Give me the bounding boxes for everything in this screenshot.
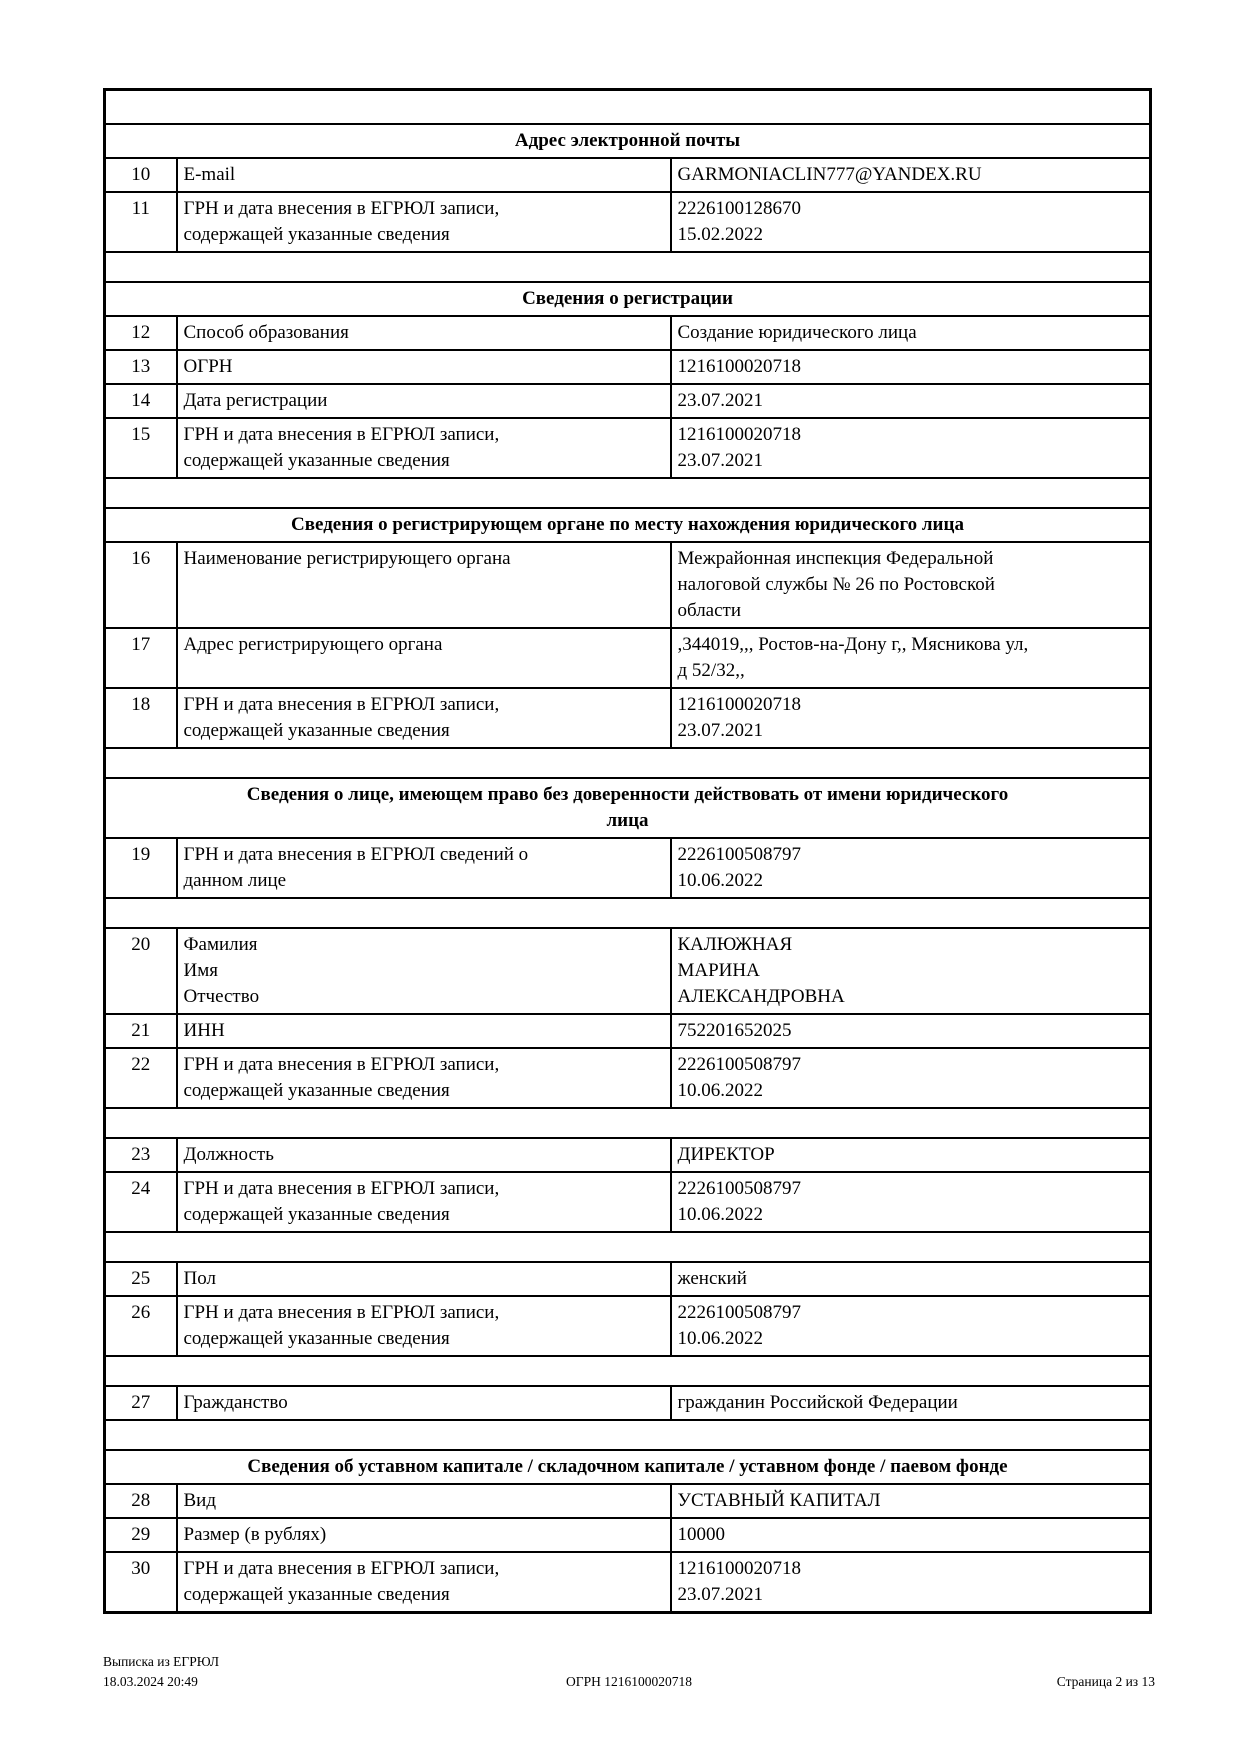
row-label (177, 542, 671, 628)
text-line: Межрайонная инспекция Федеральной (677, 547, 994, 569)
text-line: ГРН и дата внесения в ЕГРЮЛ записи, (183, 1053, 500, 1075)
table-row (105, 1172, 1151, 1232)
text-line: E-mail (183, 163, 236, 185)
text-line: гражданин Российской Федерации (677, 1391, 958, 1413)
row-value (671, 350, 1151, 384)
row-value (671, 928, 1151, 1014)
row-label (177, 1048, 671, 1108)
row-number: 13 (105, 350, 177, 384)
row-label (177, 1296, 671, 1356)
text-line: 10.06.2022 (677, 1327, 763, 1349)
row-value (671, 1296, 1151, 1356)
text-line: содержащей указанные сведения (183, 1327, 450, 1349)
spacer-row (105, 1420, 1151, 1450)
spacer-row (105, 478, 1151, 508)
row-label (177, 928, 671, 1014)
spacer-cell (105, 748, 1151, 778)
table-row (105, 1138, 1151, 1172)
row-label (177, 1518, 671, 1552)
row-value (671, 1172, 1151, 1232)
table-row (105, 192, 1151, 252)
text-line: 23.07.2021 (677, 1583, 763, 1605)
row-number: 17 (105, 628, 177, 688)
text-line: лица (606, 809, 649, 831)
table-row (105, 1386, 1151, 1420)
row-label (177, 1386, 671, 1420)
text-line: GARMONIACLIN777@YANDEX.RU (677, 163, 982, 185)
row-value (671, 628, 1151, 688)
row-value (671, 1048, 1151, 1108)
row-label (177, 1484, 671, 1518)
text-line: 1216100020718 (677, 355, 801, 377)
text-line: ГРН и дата внесения в ЕГРЮЛ записи, (183, 197, 500, 219)
row-label (177, 628, 671, 688)
spacer-cell (105, 90, 1151, 124)
row-number: 23 (105, 1138, 177, 1172)
row-value (671, 192, 1151, 252)
text-line: ГРН и дата внесения в ЕГРЮЛ сведений о (183, 843, 529, 865)
text-line: д 52/32,, (677, 659, 745, 681)
text-line: 2226100508797 (677, 1177, 801, 1199)
text-line: содержащей указанные сведения (183, 449, 450, 471)
text-line: 23.07.2021 (677, 449, 763, 471)
spacer-row (105, 1232, 1151, 1262)
text-line: Сведения о регистрирующем органе по месту нахождения юридического лица (291, 513, 964, 535)
text-line: Способ образования (183, 321, 349, 343)
spacer-cell (105, 898, 1151, 928)
row-label (177, 1262, 671, 1296)
text-line: содержащей указанные сведения (183, 1203, 450, 1225)
row-label (177, 838, 671, 898)
text-line: женский (677, 1267, 747, 1289)
row-label (177, 688, 671, 748)
table-row (105, 838, 1151, 898)
row-value (671, 1014, 1151, 1048)
text-line: содержащей указанные сведения (183, 719, 450, 741)
text-line: 10.06.2022 (677, 1079, 763, 1101)
row-value (671, 418, 1151, 478)
text-line: Отчество (183, 985, 260, 1007)
text-line: данном лице (183, 869, 287, 891)
text-line: содержащей указанные сведения (183, 1079, 450, 1101)
table-row (105, 1518, 1151, 1552)
text-line: 10.06.2022 (677, 1203, 763, 1225)
row-value (671, 1138, 1151, 1172)
row-number: 21 (105, 1014, 177, 1048)
text-line: ГРН и дата внесения в ЕГРЮЛ записи, (183, 1301, 500, 1323)
text-line: Адрес регистрирующего органа (183, 633, 443, 655)
text-line: УСТАВНЫЙ КАПИТАЛ (677, 1489, 881, 1511)
egrul-table (103, 88, 1152, 1614)
text-line: Имя (183, 959, 218, 981)
text-line: 2226100508797 (677, 843, 801, 865)
text-line: 10000 (677, 1523, 725, 1545)
row-number: 16 (105, 542, 177, 628)
row-value (671, 838, 1151, 898)
table-row (105, 1262, 1151, 1296)
text-line: Пол (183, 1267, 216, 1289)
row-number: 19 (105, 838, 177, 898)
row-label (177, 384, 671, 418)
row-number: 25 (105, 1262, 177, 1296)
row-label (177, 1172, 671, 1232)
text-line: Должность (183, 1143, 274, 1165)
row-value (671, 1262, 1151, 1296)
footer-page-number: Страница 2 из 13 (1056, 1674, 1155, 1689)
text-line: Сведения о лице, имеющем право без доверенности действовать от имени юридического (246, 783, 1009, 805)
row-value (671, 1386, 1151, 1420)
footer-ogrn: ОГРН 1216100020718 (566, 1674, 692, 1689)
row-number: 14 (105, 384, 177, 418)
row-number: 20 (105, 928, 177, 1014)
text-line: ГРН и дата внесения в ЕГРЮЛ записи, (183, 1557, 500, 1579)
text-line: 23.07.2021 (677, 389, 763, 411)
section-header-title (105, 282, 1151, 316)
row-number: 11 (105, 192, 177, 252)
text-line: 2226100128670 (677, 197, 801, 219)
row-value (671, 158, 1151, 192)
footer-doc-type: Выписка из ЕГРЮЛ (103, 1654, 220, 1669)
row-label (177, 350, 671, 384)
text-line: Сведения об уставном капитале / складочном капитале / уставном фонде / паевом фонде (247, 1455, 1008, 1477)
text-line: Фамилия (183, 933, 258, 955)
row-value (671, 542, 1151, 628)
footer-datetime: 18.03.2024 20:49 (103, 1674, 198, 1689)
table-row (105, 542, 1151, 628)
text-line: области (677, 599, 742, 621)
text-line: 752201652025 (677, 1019, 792, 1041)
row-number: 15 (105, 418, 177, 478)
text-line: АЛЕКСАНДРОВНА (677, 985, 845, 1007)
text-line: содержащей указанные сведения (183, 223, 450, 245)
section-header-title (105, 778, 1151, 838)
row-value (671, 1484, 1151, 1518)
text-line: налоговой службы № 26 по Ростовской (677, 573, 995, 595)
spacer-cell (105, 1232, 1151, 1262)
section-header-row (105, 1450, 1151, 1484)
text-line: ДИРЕКТОР (677, 1143, 775, 1165)
text-line: Гражданство (183, 1391, 288, 1413)
row-value (671, 316, 1151, 350)
table-row (105, 158, 1151, 192)
table-row (105, 688, 1151, 748)
spacer-row (105, 898, 1151, 928)
text-line: ОГРН (183, 355, 233, 377)
text-line: МАРИНА (677, 959, 760, 981)
row-label (177, 158, 671, 192)
row-label (177, 418, 671, 478)
row-number: 10 (105, 158, 177, 192)
spacer-cell (105, 478, 1151, 508)
spacer-cell (105, 1108, 1151, 1138)
text-line: 1216100020718 (677, 1557, 801, 1579)
row-value (671, 384, 1151, 418)
table-row (105, 1014, 1151, 1048)
text-line: 23.07.2021 (677, 719, 763, 741)
row-label (177, 192, 671, 252)
row-number: 28 (105, 1484, 177, 1518)
row-number: 18 (105, 688, 177, 748)
text-line: Наименование регистрирующего органа (183, 547, 511, 569)
row-number: 24 (105, 1172, 177, 1232)
row-number: 12 (105, 316, 177, 350)
row-label (177, 1552, 671, 1613)
section-header-row (105, 508, 1151, 542)
text-line: КАЛЮЖНАЯ (677, 933, 793, 955)
table-row (105, 1484, 1151, 1518)
table-row (105, 1048, 1151, 1108)
text-line: 2226100508797 (677, 1053, 801, 1075)
text-line: ГРН и дата внесения в ЕГРЮЛ записи, (183, 693, 500, 715)
table-row (105, 1296, 1151, 1356)
text-line: 1216100020718 (677, 693, 801, 715)
spacer-row (105, 1356, 1151, 1386)
section-header-row (105, 124, 1151, 158)
section-header-title (105, 508, 1151, 542)
section-header-row (105, 282, 1151, 316)
text-line: 2226100508797 (677, 1301, 801, 1323)
text-line: ГРН и дата внесения в ЕГРЮЛ записи, (183, 1177, 500, 1199)
row-number: 27 (105, 1386, 177, 1420)
row-value (671, 1518, 1151, 1552)
table-row (105, 1552, 1151, 1613)
text-line: Адрес электронной почты (514, 129, 741, 151)
row-label (177, 1138, 671, 1172)
text-line: ИНН (183, 1019, 225, 1041)
section-header-title (105, 124, 1151, 158)
spacer-cell (105, 1356, 1151, 1386)
row-value (671, 1552, 1151, 1613)
table-row (105, 350, 1151, 384)
text-line: 10.06.2022 (677, 869, 763, 891)
row-number: 26 (105, 1296, 177, 1356)
text-line: Вид (183, 1489, 217, 1511)
table-row (105, 928, 1151, 1014)
row-number: 29 (105, 1518, 177, 1552)
text-line: ,344019,,, Ростов-на-Дону г,, Мясникова ул, (677, 633, 1029, 655)
text-line: Дата регистрации (183, 389, 328, 411)
row-label (177, 316, 671, 350)
section-header-title (105, 1450, 1151, 1484)
egrul-table-body (105, 90, 1151, 1613)
text-line: 15.02.2022 (677, 223, 763, 245)
row-value (671, 688, 1151, 748)
table-row (105, 384, 1151, 418)
spacer-row (105, 90, 1151, 124)
text-line: 1216100020718 (677, 423, 801, 445)
table-row (105, 316, 1151, 350)
text-line: Сведения о регистрации (522, 287, 733, 309)
text-line: ГРН и дата внесения в ЕГРЮЛ записи, (183, 423, 500, 445)
table-row (105, 628, 1151, 688)
row-number: 22 (105, 1048, 177, 1108)
spacer-row (105, 252, 1151, 282)
spacer-row (105, 748, 1151, 778)
spacer-cell (105, 252, 1151, 282)
table-row (105, 418, 1151, 478)
row-label (177, 1014, 671, 1048)
text-line: Создание юридического лица (677, 321, 917, 343)
section-header-row (105, 778, 1151, 838)
text-line: содержащей указанные сведения (183, 1583, 450, 1605)
spacer-row (105, 1108, 1151, 1138)
row-number: 30 (105, 1552, 177, 1613)
text-line: Размер (в рублях) (183, 1523, 327, 1545)
spacer-cell (105, 1420, 1151, 1450)
